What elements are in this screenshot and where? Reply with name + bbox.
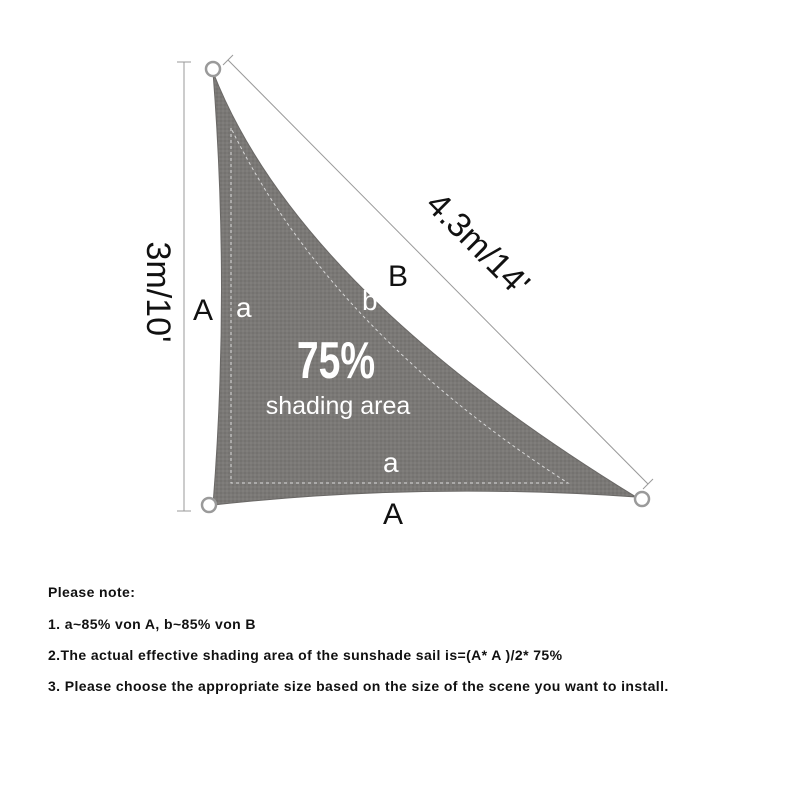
note-item-1: 1. a~85% von A, b~85% von B bbox=[48, 616, 256, 632]
notes-section bbox=[48, 582, 788, 707]
corner-ring-top bbox=[206, 62, 220, 76]
note-item-2: 2.The actual effective shading area of the sunshade sail is=(A* A )/2* 75% bbox=[48, 647, 563, 663]
inner-label-bottom: a bbox=[383, 447, 399, 478]
inner-label-left: a bbox=[236, 292, 252, 323]
vertical-dimension-line bbox=[177, 62, 191, 511]
outer-label-bottom: A bbox=[383, 498, 404, 531]
percent-label: 75% bbox=[296, 331, 376, 390]
outer-label-hypotenuse: B bbox=[388, 260, 409, 293]
note-item-3: 3. Please choose the appropriate size based on the size of the scene you want to install. bbox=[48, 678, 669, 694]
corner-ring-bottom-left bbox=[202, 498, 216, 512]
sail-fabric bbox=[213, 72, 636, 505]
corner-ring-bottom-right bbox=[635, 492, 649, 506]
vertical-size-label: 3m/10' bbox=[139, 241, 177, 343]
inner-label-hypotenuse: b bbox=[362, 285, 378, 316]
outer-label-left: A bbox=[193, 294, 214, 327]
hypotenuse-size-label: 4.3m/14' bbox=[418, 185, 537, 304]
notes-title: Please note: bbox=[48, 584, 136, 600]
shading-area-label: shading area bbox=[265, 392, 411, 420]
